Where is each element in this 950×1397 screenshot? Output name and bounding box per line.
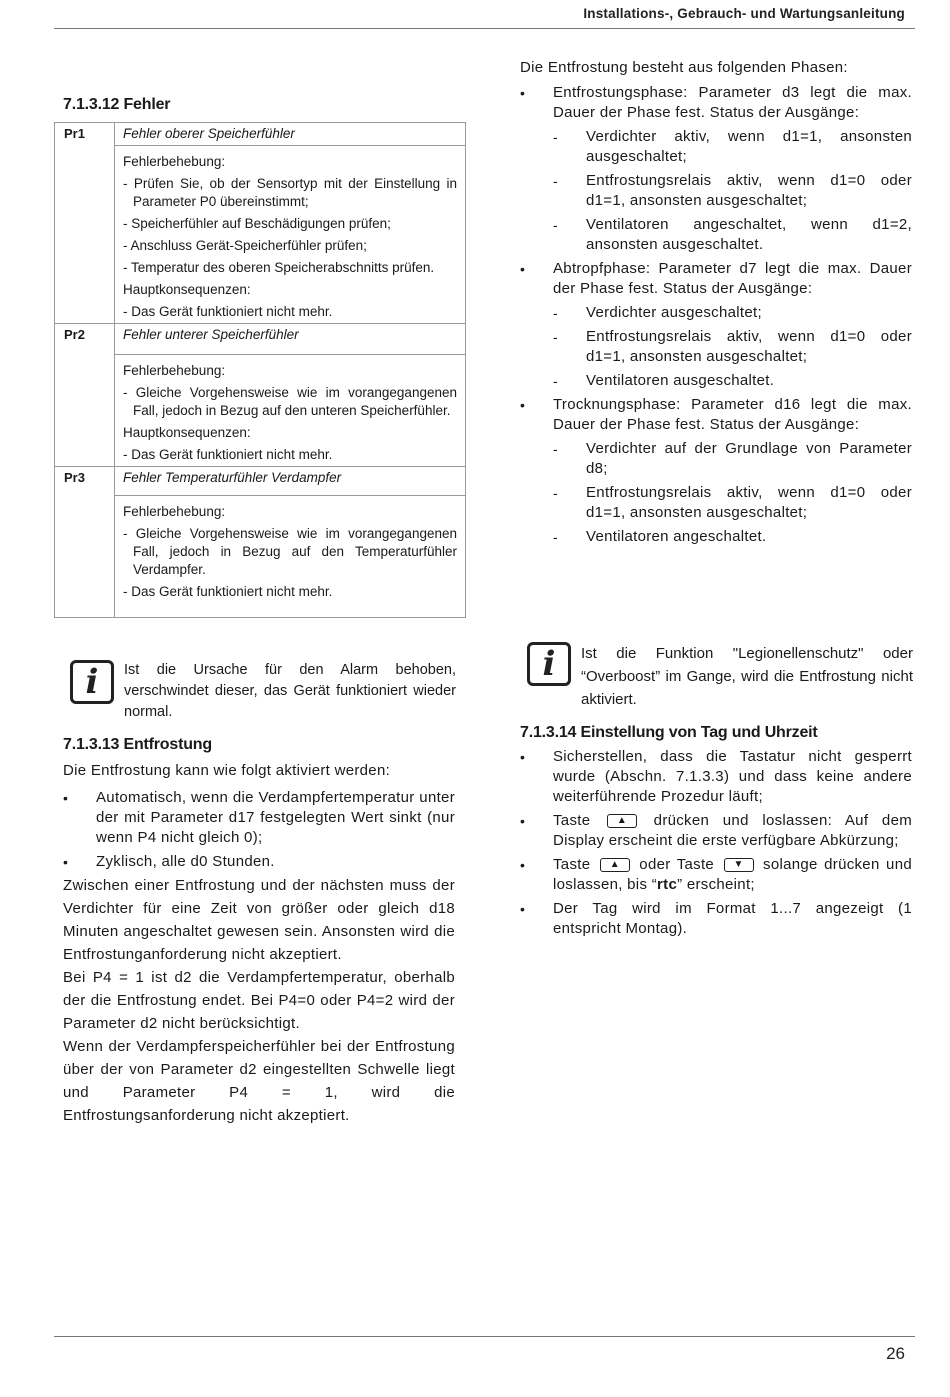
section-fehler <box>63 96 455 119</box>
text-fragment: drücken und loslassen: Auf dem Display erscheint die erste verfügbare Abkürzung; <box>553 812 913 849</box>
section-title-tag-uhrzeit: 7.1.3.14 Einstellung von Tag und Uhrzeit <box>520 724 818 741</box>
phase-sublist <box>520 303 912 391</box>
paragraph: Zwischen einer Entfrostung und der nächsten muss der Verdichter für eine Zeit von größer oder gleich d18 Minuten angeschaltet gewesen sein. Ansonsten wird die Entfrostunganforderung nicht akzeptiert. <box>63 877 455 963</box>
list-item: • Der Tag wird im Format 1...7 angezeigt (1 entspricht Montag). <box>520 899 912 939</box>
error-code: Pr1 <box>55 123 115 324</box>
fix-label: Fehlerbehebung: <box>123 363 226 378</box>
fix-item: - Speicherfühler auf Beschädigungen prüfen; <box>123 216 391 231</box>
time-setting-list <box>520 747 912 939</box>
info-note-alarm <box>70 660 456 723</box>
error-name: Fehler oberer Speicherfühler <box>115 123 466 146</box>
fix-item: - Temperatur des oberen Speicherabschnitts prüfen. <box>123 260 435 275</box>
activation-list <box>63 788 455 872</box>
error-name: Fehler Temperaturfühler Verdampfer <box>115 467 466 496</box>
table-row <box>55 123 466 146</box>
table-row <box>55 467 466 496</box>
list-item: - Entfrostungsrelais aktiv, wenn d1=0 oder d1=1, ansonsten ausgeschaltet; <box>553 171 912 211</box>
list-item: - Verdichter aktiv, wenn d1=1, ansonsten ausgeschaltet; <box>553 127 912 167</box>
paragraph: Bei P4 = 1 ist d2 die Verdampfertemperatur, oberhalb der die Entfrostung endet. Bei P4=0 oder P4=2 wird der Parameter d2 nicht berücksichtigt. <box>63 969 455 1032</box>
fix-item: - Prüfen Sie, ob der Sensortyp mit der Einstellung in Parameter P0 übereinstimmt; <box>123 176 457 209</box>
text-fragment: Taste <box>553 812 591 829</box>
list-item: - Ventilatoren angeschaltet. <box>553 527 912 547</box>
table-row <box>55 496 466 618</box>
list-item <box>520 395 912 547</box>
fix-item: - Gleiche Vorgehensweise wie im vorangegangenen Fall, jedoch in Bezug auf den Temperaturfühler Verdampfer. <box>123 526 457 577</box>
arrow-down-key-icon: ▼ <box>724 858 754 872</box>
text-fragment: ” erscheint; <box>677 876 755 893</box>
section-title-fehler: 7.1.3.12 Fehler <box>63 96 171 113</box>
consequence-item: - Das Gerät funktioniert nicht mehr. <box>123 447 333 462</box>
error-details <box>115 355 466 467</box>
error-details <box>115 146 466 324</box>
info-note-text: Ist die Funktion "Legionellenschutz" oder “Overboost” im Gange, wird die Entfrostung nicht aktiviert. <box>581 645 913 708</box>
phases-list <box>520 83 912 547</box>
text-fragment: solange drücken und loslassen, bis “ <box>553 856 912 893</box>
list-item <box>520 811 912 851</box>
error-code: Pr2 <box>55 324 115 467</box>
list-item: • Sicherstellen, dass die Tastatur nicht gesperrt wurde (Abschn. 7.1.3.3) und dass keine andere weiterführende Prozedur läuft; <box>520 747 912 807</box>
section-title-entfrostung: 7.1.3.13 Entfrostung <box>63 736 212 753</box>
list-item: - Verdichter ausgeschaltet; <box>553 303 912 323</box>
list-item <box>520 855 912 895</box>
page-number: 26 <box>886 1344 905 1363</box>
list-item <box>520 83 912 255</box>
table-row <box>55 355 466 467</box>
fix-item: - Anschluss Gerät-Speicherfühler prüfen; <box>123 238 367 253</box>
fix-item: - Das Gerät funktioniert nicht mehr. <box>123 584 333 599</box>
phase-text: Entfrostungsphase: Parameter d3 legt die max. Dauer der Phase fest. Status der Ausgänge: <box>553 84 912 121</box>
arrow-up-key-icon: ▲ <box>607 814 637 828</box>
header-title: Installations-, Gebrauch- und Wartungsanleitung <box>583 6 905 21</box>
fix-label: Fehlerbehebung: <box>123 154 226 169</box>
consequence-label: Hauptkonsequenzen: <box>123 425 251 440</box>
text-fragment: Taste <box>553 856 591 873</box>
list-item: • Zyklisch, alle d0 Stunden. <box>63 852 455 872</box>
list-item: - Entfrostungsrelais aktiv, wenn d1=0 oder d1=1, ansonsten ausgeschaltet; <box>553 483 912 523</box>
list-item: - Ventilatoren ausgeschaltet. <box>553 371 912 391</box>
page-header <box>54 0 915 29</box>
section-tag-uhrzeit <box>520 724 912 939</box>
list-item: • Automatisch, wenn die Verdampfertemperatur unter der mit Parameter d17 festgelegten Wert sinkt (nur wenn P4 nicht gleich 0); <box>63 788 455 848</box>
list-item: - Entfrostungsrelais aktiv, wenn d1=0 oder d1=1, ansonsten ausgeschaltet; <box>553 327 912 367</box>
info-note-legionellen <box>527 642 913 711</box>
error-name: Fehler unterer Speicherfühler <box>115 324 466 355</box>
info-icon: i <box>527 642 571 686</box>
entfrostung-intro: Die Entfrostung kann wie folgt aktiviert werden: <box>63 762 391 779</box>
phase-text: Trocknungsphase: Parameter d16 legt die max. Dauer der Phase fest. Status der Ausgänge: <box>553 396 912 433</box>
consequence-label: Hauptkonsequenzen: <box>123 282 251 297</box>
fix-label: Fehlerbehebung: <box>123 504 226 519</box>
phase-sublist <box>520 127 912 255</box>
paragraph: Wenn der Verdampferspeicherfühler bei der Entfrostung über der von Parameter d2 eingestellten Schwelle liegt und Parameter P4 = 1, wird die Entfrostungsanforderung nicht akzeptiert. <box>63 1038 455 1124</box>
section-entfrostung <box>63 736 455 1127</box>
fix-item: - Gleiche Vorgehensweise wie im vorangegangenen Fall, jedoch in Bezug auf den unteren Speicherfühler. <box>123 385 457 418</box>
error-code: Pr3 <box>55 467 115 618</box>
phases-intro: Die Entfrostung besteht aus folgenden Phasen: <box>520 59 848 76</box>
consequence-item: - Das Gerät funktioniert nicht mehr. <box>123 304 333 319</box>
list-item <box>520 259 912 391</box>
phase-sublist <box>520 439 912 547</box>
phase-text: Abtropfphase: Parameter d7 legt die max. Dauer der Phase fest. Status der Ausgänge: <box>553 260 912 297</box>
info-icon: i <box>70 660 114 704</box>
text-fragment: oder Taste <box>639 856 715 873</box>
rtc-code: rtc <box>657 876 678 893</box>
list-item: - Verdichter auf der Grundlage von Parameter d8; <box>553 439 912 479</box>
error-details <box>115 496 466 618</box>
footer-divider <box>54 1336 915 1337</box>
arrow-up-key-icon: ▲ <box>600 858 630 872</box>
table-row <box>55 324 466 355</box>
table-row <box>55 146 466 324</box>
section-phases <box>520 56 912 551</box>
error-table <box>54 122 466 618</box>
info-note-text: Ist die Ursache für den Alarm behoben, verschwindet dieser, das Gerät funktioniert wieder normal. <box>124 662 456 720</box>
list-item: - Ventilatoren angeschaltet, wenn d1=2, ansonsten ausgeschaltet. <box>553 215 912 255</box>
